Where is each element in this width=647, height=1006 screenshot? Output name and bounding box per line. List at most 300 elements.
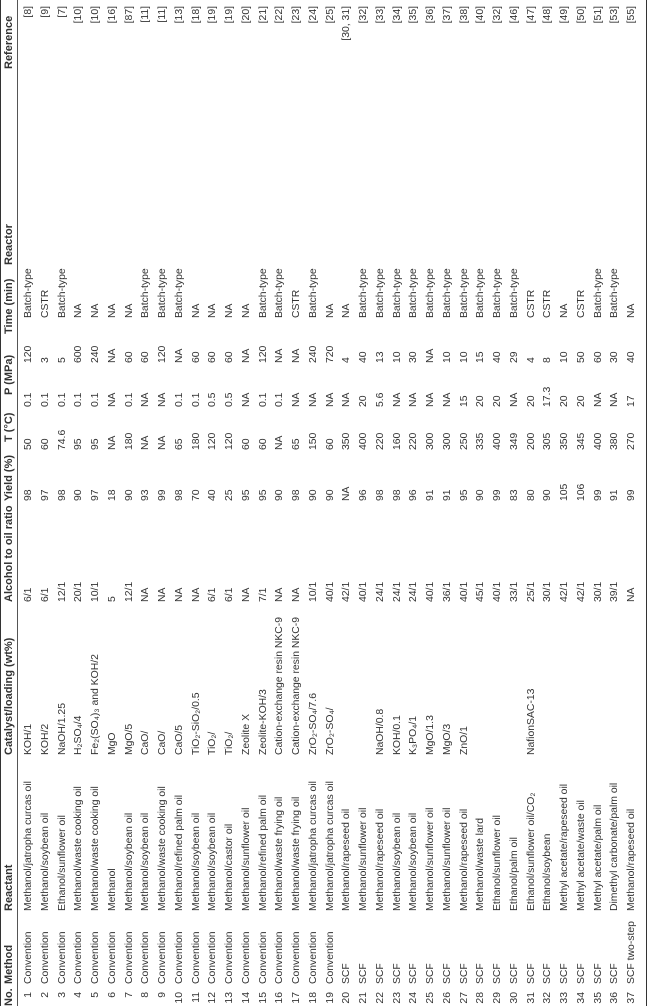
cell-catalyst: TiO₂/ [224,731,235,755]
cell-ratio: NA [274,587,286,602]
cell-catalyst: ZrO₂-SO₄/7.6 [307,693,319,755]
cell-reference: [51] [592,6,604,24]
cell-reference: [30, 31] [341,6,353,41]
cell-time: 10 [458,351,470,363]
header-reactant: Reactant [3,864,15,911]
cell-time: NA [425,348,436,363]
cell-ratio: 12/1 [56,581,68,602]
cell-pressure: 0.1 [90,392,101,407]
cell-temp: 160 [391,432,403,450]
cell-catalyst: CaO/5 [173,724,185,755]
cell-pressure: NA [391,392,403,407]
cell-method: SCF [358,963,369,984]
cell-no: 14 [240,992,252,1004]
cell-method: Convention [207,931,219,984]
cell-temp: 350 [559,432,570,450]
cell-reactor: CSTR [575,289,587,318]
cell-method: SCF [458,963,470,984]
header-temp: T (°C) [3,412,15,442]
cell-time: NA [240,348,252,363]
cell-time: 8 [542,357,554,363]
cell-method: Convention [274,931,286,984]
cell-temp: 250 [458,432,470,450]
cell-temp: 180 [190,432,202,450]
cell-no: 30 [508,992,520,1004]
cell-pressure: NA [291,392,302,407]
cell-ratio: 42/1 [575,581,587,602]
cell-reactor: Batch-type [475,268,487,318]
cell-pressure: NA [157,392,168,407]
cell-catalyst: KOH/2 [39,723,51,755]
cell-time: NA [106,348,118,363]
cell-time: 60 [140,351,152,363]
cell-yield: 91 [441,489,453,501]
cell-ratio: 40/1 [458,581,470,602]
cell-time: 5 [56,357,68,363]
cell-ratio: 30/1 [542,581,554,602]
cell-time: 60 [190,351,202,363]
cell-yield: 97 [90,489,101,501]
cell-temp: 400 [358,432,369,450]
cell-pressure: 0.1 [123,392,135,407]
cell-reference: [37] [441,6,453,24]
cell-catalyst: Cation-exchange resin NKC-9 [291,616,302,755]
cell-temp: 300 [425,432,436,450]
cell-temp: 345 [575,432,587,450]
cell-reactant: Methyl acetate/waste oil [575,800,587,911]
cell-time: 29 [508,351,520,363]
cell-reference: [46] [508,6,520,24]
cell-reactor: NA [341,303,353,318]
cell-reactor: Batch-type [140,268,152,318]
cell-reactor: CSTR [39,289,51,318]
cell-reactant: Methanol/soybean oil [391,812,403,911]
cell-no: 33 [559,992,570,1004]
cell-reactor: CSTR [542,289,554,318]
cell-method: SCF [475,963,487,984]
cell-pressure: 0.5 [224,392,235,407]
cell-temp: 220 [374,432,386,450]
cell-reactant: Methanol/sunflower oil [425,807,436,911]
cell-yield: 95 [458,489,470,501]
cell-no: 18 [307,992,319,1004]
cell-ratio: 45/1 [475,581,487,602]
cell-reactant: Methanol/jatropha curcas oil [307,781,319,911]
cell-method: SCF [592,963,604,984]
cell-time: 13 [374,351,386,363]
table-top-rule [0,0,1,1006]
cell-ratio: NA [173,587,185,602]
cell-no: 28 [475,992,487,1004]
cell-temp: 60 [240,438,252,450]
cell-reactor: NA [224,303,235,318]
cell-method: Convention [291,931,302,984]
cell-reactor: Batch-type [358,268,369,318]
cell-time: 240 [307,345,319,363]
cell-temp: NA [157,435,168,450]
cell-catalyst: ZrO₂-SO₄/ [324,707,336,755]
cell-time: 15 [475,351,487,363]
cell-reactant: Methanol/soybean oil [39,812,51,911]
cell-pressure: 0.5 [207,392,219,407]
cell-time: 720 [324,345,336,363]
cell-reactor: NA [207,303,219,318]
cell-time: NA [173,348,185,363]
cell-reference: [16] [106,6,118,24]
cell-pressure: 20 [575,395,587,407]
cell-catalyst: CaO/ [140,730,152,755]
cell-yield: 90 [324,489,336,501]
cell-temp: 350 [341,432,353,450]
cell-catalyst: TiO₂-SiO₂/0.5 [190,692,202,755]
cell-pressure: 20 [492,395,503,407]
cell-yield: 90 [475,489,487,501]
cell-reactant: Methanol/sunflower oil [240,807,252,911]
cell-temp: 60 [324,438,336,450]
cell-reactor: Batch-type [508,268,520,318]
cell-reactant: Methanol/rapeseed oil [374,808,386,911]
cell-reference: [49] [559,6,570,24]
cell-no: 5 [90,992,101,998]
cell-pressure: 17 [626,395,637,407]
cell-method: SCF [408,963,420,984]
header-no: No. [3,988,15,1006]
cell-reactor: CSTR [525,289,537,318]
cell-method: Convention [307,931,319,984]
cell-reactant: Methanol/rapeseed oil [458,808,470,911]
cell-reactant: Methanol/jatropha curcas oil [23,781,34,911]
cell-temp: 120 [224,432,235,450]
cell-temp: 60 [39,438,51,450]
cell-reactor: Batch-type [408,268,420,318]
cell-yield: 90 [274,489,286,501]
cell-reference: [11] [140,6,152,23]
cell-yield: 98 [391,489,403,501]
cell-pressure: NA [106,392,118,407]
cell-pressure: NA [140,392,152,407]
cell-time: 60 [592,351,604,363]
cell-method: SCF [374,963,386,984]
cell-no: 20 [341,992,353,1004]
cell-catalyst: H₂SO₄/4 [73,715,85,755]
cell-reactant: Methanol/refined palm oil [173,794,185,911]
cell-ratio: NA [291,587,302,602]
cell-reference: [53] [609,6,621,24]
cell-reactor: Batch-type [391,268,403,318]
cell-ratio: NA [140,587,152,602]
cell-reference: [8] [23,6,34,18]
cell-yield: 93 [140,489,152,501]
header-catalyst: Catalyst/loading (wt%) [3,637,15,755]
cell-time: 3 [39,357,51,363]
cell-no: 4 [73,992,85,998]
cell-reactor: Batch-type [425,268,436,318]
cell-reactant: Methanol/waste frying oil [291,796,302,911]
cell-reactor: NA [559,303,570,318]
cell-ratio: 6/1 [39,587,51,602]
cell-ratio: 10/1 [90,581,101,602]
cell-reference: [10] [73,6,85,24]
table-header-rule [17,0,18,1006]
cell-no: 25 [425,992,436,1004]
cell-reactor: NA [106,303,118,318]
cell-yield: 25 [224,489,235,501]
cell-reference: [20] [240,6,252,24]
cell-yield: 18 [106,489,118,501]
cell-pressure: 20 [475,395,487,407]
cell-no: 24 [408,992,420,1004]
cell-time: 40 [626,351,637,363]
cell-catalyst: TiO₂/ [207,731,219,755]
cell-yield: 98 [291,489,302,501]
cell-temp: 400 [592,432,604,450]
cell-ratio: 20/1 [73,581,85,602]
cell-pressure: 0.1 [39,392,51,407]
cell-ratio: 6/1 [224,587,235,602]
cell-ratio: 6/1 [23,587,34,602]
cell-ratio: 30/1 [592,581,604,602]
cell-reactant: Methanol/refined palm oil [257,794,269,911]
cell-no: 11 [190,992,202,1003]
cell-reactant: Methanol/soybean oil [190,812,202,911]
cell-reactant: Methanol/soybean oil [408,812,420,911]
cell-method: SCF [441,963,453,984]
cell-reactant: Ethanol/palm oil [508,837,520,911]
cell-time: 600 [73,345,85,363]
cell-reactant: Methanol [106,868,118,911]
cell-no: 23 [391,992,403,1004]
cell-ratio: 5 [106,596,118,602]
cell-catalyst: MgO [106,732,118,755]
cell-pressure: 0.1 [257,392,269,407]
cell-yield: 99 [626,489,637,501]
cell-ratio: 10/1 [307,581,319,602]
cell-method: Convention [123,931,135,984]
cell-reactor: NA [73,303,85,318]
cell-temp: 300 [441,432,453,450]
cell-reactant: Methanol/rapeseed oil [341,808,353,911]
cell-method: Convention [39,931,51,984]
cell-no: 10 [173,992,185,1004]
cell-pressure: 5.6 [374,392,386,407]
cell-reactor: Batch-type [609,268,621,318]
cell-reference: [18] [190,6,202,24]
cell-reference: [35] [408,6,420,24]
header-method: Method [3,944,15,984]
cell-reference: [22] [274,6,286,24]
cell-pressure: NA [341,392,353,407]
cell-ratio: 7/1 [257,587,269,602]
cell-catalyst: MgO/5 [123,723,135,755]
cell-ratio: 12/1 [123,581,135,602]
cell-yield: 90 [307,489,319,501]
cell-temp: 305 [542,432,554,450]
cell-reference: [32] [492,6,503,24]
cell-temp: 380 [609,432,621,450]
cell-reference: [9] [39,6,51,18]
cell-reactor: NA [190,303,202,318]
cell-no: 15 [257,992,269,1004]
cell-temp: 400 [492,432,503,450]
cell-no: 27 [458,992,470,1004]
cell-catalyst: Zeolite-KOH/3 [257,689,269,755]
cell-method: Convention [173,931,185,984]
cell-reactor: NA [324,303,336,318]
cell-catalyst: MgO/3 [441,723,453,755]
cell-ratio: 42/1 [341,581,353,602]
cell-time: 30 [609,351,621,363]
cell-no: 19 [324,992,336,1004]
cell-time: 120 [257,345,269,363]
cell-reactor: NA [90,303,101,318]
cell-reference: [23] [291,6,302,24]
cell-reference: [11] [157,6,168,23]
cell-pressure: 17.3 [542,386,554,407]
cell-reactant: Methyl acetate/rapeseed oil [559,783,570,911]
cell-method: Convention [140,931,152,984]
cell-yield: 98 [23,489,34,501]
cell-reactant: Methanol/soybean oil [123,812,135,911]
cell-reference: [25] [324,6,336,24]
cell-no: 34 [575,992,587,1004]
cell-no: 22 [374,992,386,1004]
cell-catalyst: CaO/ [157,730,168,755]
cell-reference: [34] [391,6,403,24]
cell-no: 26 [441,992,453,1004]
cell-reference: [55] [626,6,637,24]
cell-no: 21 [358,992,369,1004]
cell-temp: 74.6 [56,429,68,450]
cell-no: 2 [39,992,51,998]
cell-reactant: Methanol/waste cooking oil [73,786,85,911]
cell-method: Convention [190,931,202,984]
cell-reactor: Batch-type [56,268,68,318]
cell-yield: 106 [575,483,587,501]
cell-reactant: Methanol/jatropha curcas oil [324,781,336,911]
cell-method: Convention [23,931,34,984]
cell-time: 30 [408,351,420,363]
cell-yield: 90 [542,489,554,501]
cell-no: 7 [123,992,135,998]
cell-pressure: 0.1 [190,392,202,407]
cell-reactant: Methanol/waste cooking oil [157,786,168,911]
cell-reference: [32] [358,6,369,24]
cell-time: 120 [157,345,168,363]
cell-yield: 99 [592,489,604,501]
cell-reference: [48] [542,6,554,24]
cell-reactor: CSTR [291,289,302,318]
header-pressure: P (MPa) [3,354,15,395]
cell-yield: 80 [525,489,537,501]
cell-method: SCF [542,963,554,984]
cell-method: SCF [425,963,436,984]
cell-ratio: 36/1 [441,581,453,602]
cell-pressure: NA [408,392,420,407]
cell-time: 40 [492,351,503,363]
cell-yield: 98 [374,489,386,501]
cell-reference: [87] [123,6,135,24]
cell-temp: 65 [173,438,185,450]
cell-temp: NA [274,435,286,450]
cell-ratio: 40/1 [492,581,503,602]
cell-yield: 97 [39,489,51,501]
header-reactor: Reactor [3,224,15,265]
header-time: Time (min) [3,278,15,334]
cell-temp: 120 [207,432,219,450]
cell-catalyst: Zeolite X [240,713,252,755]
cell-method: SCF [391,963,403,984]
cell-reactant: Methanol/soybean oil [140,812,152,911]
cell-no: 3 [56,992,68,998]
cell-no: 6 [106,992,118,998]
header-ratio: Alcohol to oil ratio [3,505,15,602]
cell-no: 9 [157,992,168,998]
cell-temp: 180 [123,432,135,450]
cell-temp: 200 [525,432,537,450]
cell-catalyst: NaOH/1.25 [56,703,68,755]
cell-reference: [13] [173,6,185,24]
cell-pressure: 0.1 [23,392,34,407]
cell-pressure: 0.1 [173,392,185,407]
cell-catalyst: K₃PO₄/1 [408,715,420,755]
cell-method: SCF [575,963,587,984]
cell-yield: 105 [559,483,570,501]
cell-reactor: Batch-type [23,268,34,318]
cell-pressure: NA [307,392,319,407]
cell-method: SCF [525,963,537,984]
cell-no: 32 [542,992,554,1004]
cell-yield: 90 [73,489,85,501]
cell-time: 240 [90,345,101,363]
cell-no: 17 [291,992,302,1004]
cell-reactant: Methanol/rapeseed oil [626,808,637,911]
cell-time: 60 [123,351,135,363]
cell-reactor: Batch-type [492,268,503,318]
cell-pressure: NA [240,392,252,407]
cell-method: Convention [90,931,101,984]
cell-temp: 150 [307,432,319,450]
cell-reactant: Methanol/waste lard [475,818,487,911]
cell-method: Convention [224,931,235,984]
cell-reference: [10] [90,6,101,24]
cell-yield: NA [341,486,353,501]
cell-method: Convention [157,931,168,984]
cell-catalyst: KOH/1 [23,723,34,755]
header-yield: Yield (%) [3,454,15,501]
cell-catalyst: Cation-exchange resin NKC-9 [274,616,286,755]
cell-temp: 50 [23,438,34,450]
cell-reference: [19] [224,6,235,24]
cell-reactant: Methanol/sunflower oil [358,807,369,911]
cell-method: Convention [73,931,85,984]
cell-ratio: 39/1 [609,581,621,602]
cell-temp: 220 [408,432,420,450]
cell-method: Convention [240,931,252,984]
cell-pressure: 20 [559,395,570,407]
cell-ratio: NA [240,587,252,602]
cell-no: 29 [492,992,503,1004]
cell-method: SCF [609,963,621,984]
cell-method: SCF [508,963,520,984]
cell-reactant: Ethanol/soybean [542,833,554,911]
cell-reactant: Methanol/castor oil [224,823,235,911]
cell-catalyst: KOH/0.1 [391,715,403,755]
cell-temp: 349 [508,432,520,450]
cell-reactant: Methyl acetate/palm oil [592,804,604,911]
cell-reference: [38] [458,6,470,24]
cell-method: SCF [341,963,353,984]
cell-yield: 91 [609,489,621,501]
